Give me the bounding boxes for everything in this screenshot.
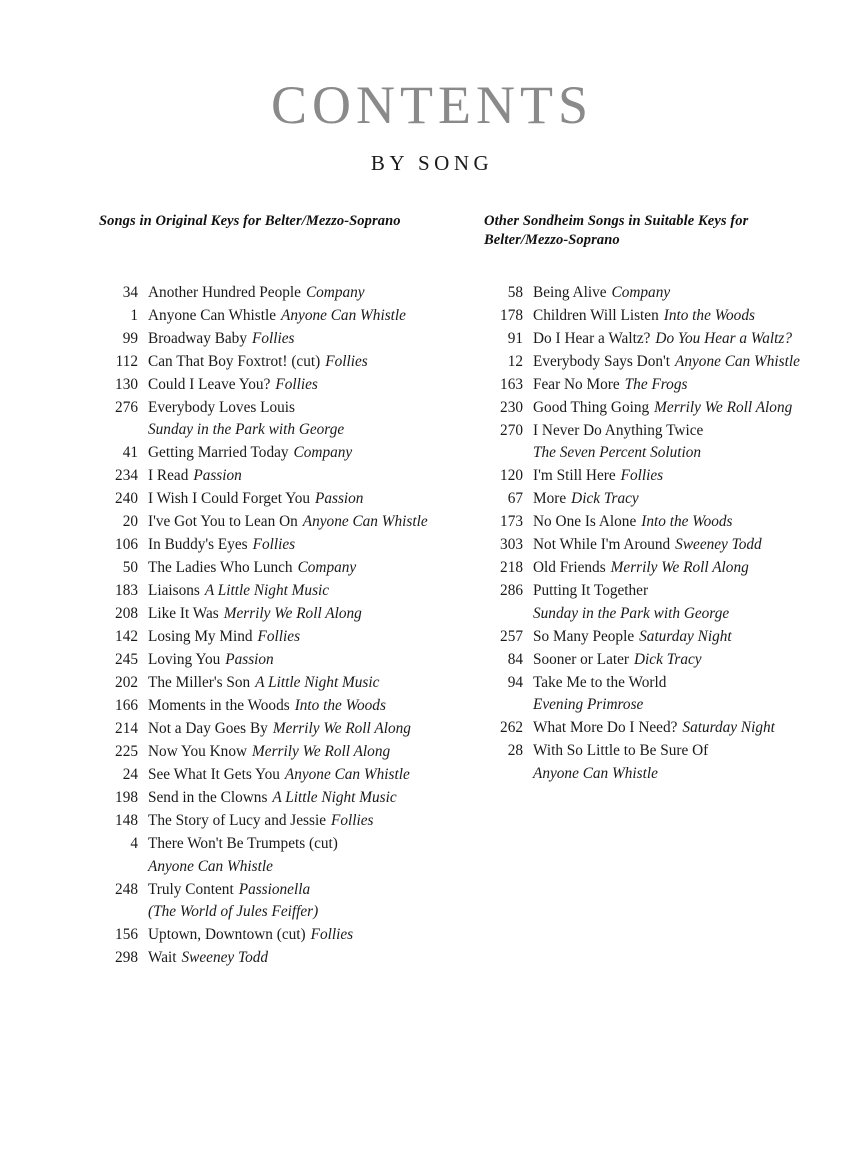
song-page-number: 142 (115, 628, 138, 646)
song-page-number: 1 (130, 307, 138, 324)
song-entry[interactable] (484, 397, 829, 419)
song-entry[interactable] (484, 672, 829, 717)
song-title: Getting Married Today (148, 444, 289, 462)
song-show-title: Company (305, 284, 365, 301)
song-entry-text (533, 649, 829, 671)
song-show-title: Dick Tracy (571, 490, 639, 508)
song-entry-text (148, 557, 474, 579)
song-title: Good Thing Going (533, 399, 650, 416)
song-title: I Never Do Anything Twice (533, 422, 704, 439)
song-page-number: 148 (115, 812, 138, 830)
song-page-number: 58 (507, 284, 523, 301)
song-entry[interactable] (99, 282, 474, 304)
song-entry-text (148, 626, 474, 648)
song-show-title: Into the Woods (663, 307, 755, 324)
song-entry[interactable] (99, 924, 474, 946)
song-entry-text (533, 282, 829, 304)
song-page-number: 12 (507, 353, 523, 370)
song-entry-text (533, 305, 829, 327)
song-show-title: Passionella (238, 880, 311, 898)
song-show-title: Passion (315, 490, 364, 508)
song-entry-text (533, 374, 829, 396)
song-title: Now You Know (148, 743, 248, 761)
song-title: Anyone Can Whistle (148, 307, 277, 324)
song-page-number: 163 (500, 376, 523, 393)
song-entry-text (533, 328, 829, 350)
song-entry-text (148, 465, 474, 487)
column-suitable-keys (484, 212, 829, 786)
song-show-title: Follies (252, 536, 296, 554)
song-page-number: 276 (115, 399, 138, 416)
song-show-title: The Frogs (624, 376, 688, 393)
song-show-title: Anyone Can Whistle (675, 353, 800, 370)
song-show-title: A Little Night Music (272, 789, 397, 807)
song-show-title: Company (611, 284, 671, 301)
song-entry-text (148, 764, 474, 786)
song-entry-text (533, 351, 829, 373)
song-show-title: Passion (193, 467, 242, 485)
song-title: With So Little to Be Sure Of (533, 742, 709, 760)
song-page-number: 24 (122, 766, 138, 784)
song-page-number: 4 (130, 835, 138, 853)
song-show-title: Follies (310, 926, 354, 944)
song-title: I'm Still Here (533, 467, 616, 485)
song-entry-text (533, 511, 829, 533)
song-show-title: Sunday in the Park with George (533, 604, 730, 622)
song-title: Send in the Clowns (148, 789, 268, 807)
page-subtitle: BY SONG (370, 151, 494, 175)
song-entry-text (148, 924, 474, 946)
song-page-number: 183 (115, 582, 138, 600)
song-entry[interactable] (99, 695, 474, 717)
song-page-number: 298 (115, 949, 138, 967)
song-entry[interactable] (99, 741, 474, 763)
song-title: Can That Boy Foxtrot! (cut) (148, 353, 321, 370)
song-entry[interactable] (99, 511, 474, 533)
song-show-title: Merrily We Roll Along (272, 720, 411, 738)
song-entry-text (148, 947, 474, 969)
song-title: Sooner or Later (533, 650, 629, 668)
song-entry[interactable] (484, 374, 829, 396)
song-page-number: 156 (115, 926, 138, 944)
song-entry[interactable] (99, 557, 474, 579)
song-page-number: 94 (507, 673, 523, 691)
song-show-title: Sweeney Todd (675, 536, 762, 554)
song-show-title: Company (293, 444, 353, 462)
song-entry-text (148, 397, 474, 442)
song-page-number: 262 (500, 719, 523, 737)
song-entry-text (533, 420, 829, 465)
song-entry[interactable] (484, 305, 829, 327)
song-page-number: 20 (122, 513, 138, 531)
song-entry[interactable] (484, 488, 829, 510)
song-entry-text (148, 649, 474, 671)
song-page-number: 178 (500, 307, 523, 324)
song-entry[interactable] (99, 328, 474, 350)
song-page-number: 99 (122, 330, 138, 347)
song-title: More (533, 490, 567, 508)
song-page-number: 50 (122, 559, 138, 577)
song-title: Children Will Listen (533, 307, 659, 324)
song-page-number: 240 (115, 490, 138, 508)
song-entry-text (148, 603, 474, 625)
song-show-title: The Seven Percent Solution (533, 444, 702, 462)
song-page-number: 208 (115, 605, 138, 623)
song-page-number: 218 (500, 559, 523, 577)
song-show-title: Follies (331, 812, 374, 830)
song-title: Not While I'm Around (533, 536, 671, 554)
song-title: Being Alive (533, 284, 607, 301)
song-show-title: Saturday Night (682, 719, 775, 737)
column-original-keys (99, 212, 474, 970)
song-title: See What It Gets You (148, 766, 280, 784)
song-entry-text (148, 879, 474, 924)
song-entry[interactable] (484, 580, 829, 625)
song-entry[interactable] (99, 787, 474, 809)
song-entry[interactable] (484, 420, 829, 465)
song-entry[interactable] (99, 488, 474, 510)
song-page-number: 166 (115, 697, 138, 715)
song-entry[interactable] (99, 534, 474, 556)
song-title: Loving You (148, 651, 221, 669)
song-title: Fear No More (533, 376, 620, 393)
song-title: What More Do I Need? (533, 719, 678, 737)
song-entry-text (148, 718, 474, 740)
song-title: Could I Leave You? (148, 376, 271, 393)
song-title: So Many People (533, 627, 635, 645)
song-title: Moments in the Woods (148, 697, 290, 715)
page-title: CONTENTS (271, 75, 593, 135)
song-entry[interactable] (484, 282, 829, 304)
song-title: No One Is Alone (533, 513, 637, 531)
song-show-title: Merrily We Roll Along (610, 559, 749, 577)
song-page-number: 234 (115, 467, 138, 485)
song-entry[interactable] (99, 879, 474, 924)
song-entry[interactable] (99, 442, 474, 464)
song-show-title: Anyone Can Whistle (302, 513, 428, 531)
song-entry-text (533, 717, 829, 739)
song-entry-text (148, 351, 474, 373)
section-heading-suitable-keys: Other Sondheim Songs in Suitable Keys for Belter/Mezzo-Soprano (484, 213, 749, 248)
song-entry-text (148, 328, 474, 350)
song-show-title: Evening Primrose (533, 696, 644, 714)
song-title: The Story of Lucy and Jessie (148, 812, 326, 830)
song-show-title: Passion (225, 651, 274, 669)
song-entry-text (148, 282, 474, 304)
song-show-title: Anyone Can Whistle (284, 766, 410, 784)
song-page-number: 257 (500, 627, 523, 645)
song-show-title: Sweeney Todd (181, 949, 269, 967)
song-page-number: 286 (500, 582, 523, 600)
song-entry[interactable] (99, 810, 474, 832)
song-entry-text (533, 557, 829, 579)
song-show-title: A Little Night Music (204, 582, 330, 600)
song-page-number: 225 (115, 743, 138, 761)
song-entry-text (148, 305, 474, 327)
song-show-title: Follies (325, 353, 368, 370)
song-entry[interactable] (99, 465, 474, 487)
song-title: Another Hundred People (148, 284, 301, 301)
section-heading-original-keys: Songs in Original Keys for Belter/Mezzo-Soprano (99, 213, 401, 229)
song-page-number: 173 (500, 513, 523, 531)
song-list-suitable-keys (484, 282, 829, 785)
song-page-number: 214 (115, 720, 138, 738)
song-entry[interactable] (484, 717, 829, 739)
song-list-original-keys (99, 282, 474, 970)
song-entry-text (148, 374, 474, 396)
song-page-number: 34 (122, 284, 138, 301)
song-title: Wait (148, 949, 177, 967)
song-entry[interactable] (484, 557, 829, 579)
song-page-number: 248 (115, 880, 138, 898)
song-entry[interactable] (484, 465, 829, 487)
song-show-title: Merrily We Roll Along (223, 605, 362, 623)
song-entry-text (148, 672, 474, 694)
song-title: Everybody Says Don't (533, 353, 671, 370)
masthead (0, 75, 864, 176)
song-show-title: Follies (257, 628, 301, 646)
song-entry[interactable] (99, 672, 474, 694)
song-show-subtitle: (The World of Jules Feiffer) (148, 903, 319, 921)
song-title: Uptown, Downtown (cut) (148, 926, 306, 944)
song-title: Like It Was (148, 605, 219, 623)
song-entry[interactable] (99, 397, 474, 442)
song-entry-text (533, 465, 829, 487)
song-show-title: Follies (251, 330, 295, 347)
song-entry[interactable] (99, 351, 474, 373)
song-title: Broadway Baby (148, 330, 247, 347)
song-entry-text (533, 626, 829, 648)
song-show-title: Follies (275, 376, 318, 393)
song-entry-text (533, 397, 829, 419)
song-title: The Miller's Son (148, 674, 251, 692)
song-entry-text (148, 534, 474, 556)
song-show-title: Sunday in the Park with George (148, 421, 345, 439)
song-entry-text (533, 488, 829, 510)
song-entry-text (148, 580, 474, 602)
song-entry[interactable] (484, 328, 829, 350)
song-title: There Won't Be Trumpets (cut) (148, 835, 338, 853)
song-entry[interactable] (99, 374, 474, 396)
song-title: Everybody Loves Louis (148, 399, 295, 416)
song-page-number: 106 (115, 536, 138, 554)
song-show-title: Follies (620, 467, 664, 485)
song-show-title: Merrily We Roll Along (654, 399, 793, 416)
song-title: Old Friends (533, 559, 606, 577)
song-page-number: 91 (507, 330, 523, 347)
song-entry-text (148, 488, 474, 510)
song-entry[interactable] (99, 764, 474, 786)
song-page-number: 41 (122, 444, 138, 462)
song-entry[interactable] (99, 305, 474, 327)
song-title: Take Me to the World (533, 673, 667, 691)
song-page-number: 130 (115, 376, 138, 393)
song-show-title: Dick Tracy (634, 650, 702, 668)
song-title: The Ladies Who Lunch (148, 559, 293, 577)
song-page-number: 303 (500, 536, 523, 554)
song-show-title: Merrily We Roll Along (252, 743, 391, 761)
song-title: In Buddy's Eyes (148, 536, 248, 554)
song-page-number: 84 (507, 650, 523, 668)
song-entry[interactable] (99, 947, 474, 969)
song-title: I Wish I Could Forget You (148, 490, 311, 508)
song-entry-text (148, 695, 474, 717)
song-page-number: 230 (500, 399, 523, 416)
song-title: Do I Hear a Waltz? (533, 330, 651, 347)
song-entry[interactable] (99, 833, 474, 878)
song-entry-text (148, 833, 474, 878)
song-entry-text (148, 787, 474, 809)
song-entry-text (533, 740, 829, 785)
song-entry-text (148, 810, 474, 832)
song-entry-text (148, 511, 474, 533)
song-page-number: 120 (500, 467, 523, 485)
song-title: Putting It Together (533, 582, 649, 600)
song-show-title: Anyone Can Whistle (281, 307, 406, 324)
song-title: I Read (148, 467, 189, 485)
song-page-number: 198 (115, 789, 138, 807)
song-show-title: Do You Hear a Waltz? (655, 330, 792, 347)
song-entry[interactable] (484, 534, 829, 556)
song-entry-text (533, 672, 829, 717)
song-page-number: 202 (115, 674, 138, 692)
song-entry-text (533, 580, 829, 625)
song-show-title: Company (297, 559, 357, 577)
song-title: Truly Content (148, 880, 234, 898)
song-entry[interactable] (484, 740, 829, 785)
song-entry-text (148, 741, 474, 763)
song-entry-text (148, 442, 474, 464)
song-title: Liaisons (148, 582, 200, 600)
song-entry[interactable] (484, 511, 829, 533)
song-page-number: 112 (115, 353, 138, 370)
song-show-title: Into the Woods (641, 513, 733, 531)
song-page-number: 270 (500, 422, 523, 439)
song-title: Losing My Mind (148, 628, 253, 646)
song-show-title: Anyone Can Whistle (533, 764, 658, 782)
song-entry[interactable] (99, 580, 474, 602)
song-entry[interactable] (99, 718, 474, 740)
song-entry-text (533, 534, 829, 556)
song-entry[interactable] (99, 626, 474, 648)
song-entry[interactable] (484, 649, 829, 671)
song-show-title: Anyone Can Whistle (148, 857, 273, 875)
song-entry[interactable] (484, 626, 829, 648)
song-entry[interactable] (99, 649, 474, 671)
song-show-title: Into the Woods (294, 697, 386, 715)
song-page-number: 245 (115, 651, 138, 669)
song-entry[interactable] (484, 351, 829, 373)
song-title: Not a Day Goes By (148, 720, 268, 738)
song-page-number: 67 (507, 490, 523, 508)
song-show-title: Saturday Night (639, 627, 732, 645)
song-show-title: A Little Night Music (255, 674, 380, 692)
song-page-number: 28 (507, 742, 523, 760)
song-entry[interactable] (99, 603, 474, 625)
song-title: I've Got You to Lean On (148, 513, 298, 531)
